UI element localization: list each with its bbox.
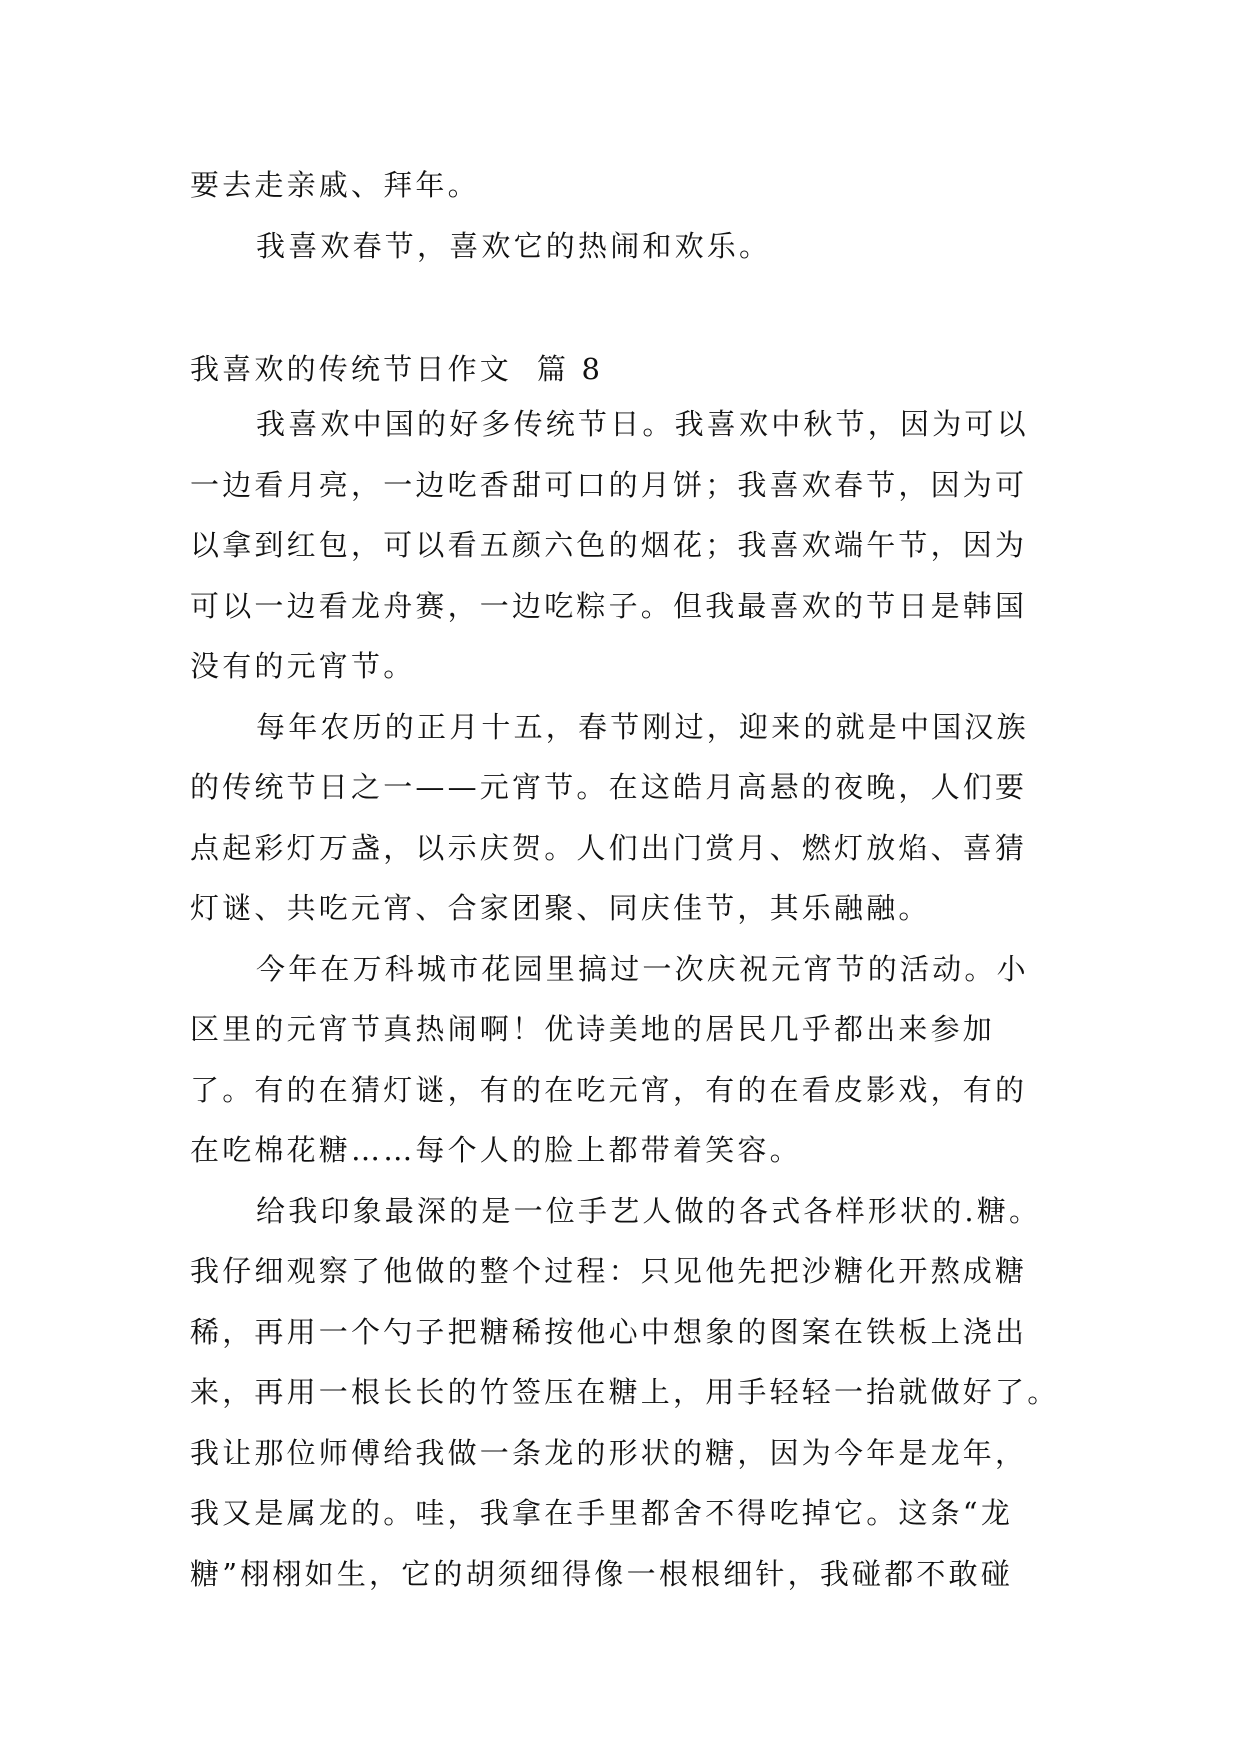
paragraph — [190, 155, 1056, 216]
text-line: 我让那位师傅给我做一条龙的形状的糖，因为今年是龙年， — [190, 1435, 1028, 1470]
text-line: 了。有的在猜灯谜，有的在吃元宵，有的在看皮影戏，有的 — [190, 1072, 1028, 1107]
section-body — [190, 394, 1060, 1604]
text-line: 今年在万科城市花园里搞过一次庆祝元宵节的活动。小 — [256, 951, 1029, 986]
text-line: 稀，再用一个勺子把糖稀按他心中想象的图案在铁板上浇出 — [190, 1314, 1028, 1349]
text-line: 点起彩灯万盏，以示庆贺。人们出门赏月、燃灯放焰、喜猜 — [190, 830, 1028, 865]
text-line: 我又是属龙的。哇，我拿在手里都舍不得吃掉它。这条“龙 — [190, 1496, 1014, 1530]
text-line: 在吃棉花糖……每个人的脸上都带着笑容。 — [190, 1133, 802, 1167]
section-title: 我喜欢的传统节日作文 篇 8 — [190, 352, 604, 386]
text-line: 没有的元宵节。 — [190, 649, 416, 683]
text-line: 我喜欢春节，喜欢它的热闹和欢乐。 — [256, 228, 772, 263]
paragraph-4 — [190, 1181, 1060, 1605]
text-line: 灯谜、共吃元宵、合家团聚、同庆佳节，其乐融融。 — [190, 891, 931, 925]
text-line: 来，再用一根长长的竹签压在糖上，用手轻轻一抬就做好了。 — [190, 1375, 1060, 1409]
text-line: 每年农历的正月十五，春节刚过，迎来的就是中国汉族 — [256, 709, 1029, 744]
previous-section-ending — [190, 155, 1056, 276]
paragraph-3 — [190, 939, 1056, 1181]
text-line: 可以一边看龙舟赛，一边吃粽子。但我最喜欢的节日是韩国 — [190, 588, 1028, 623]
paragraph-1 — [190, 394, 1056, 697]
text-line: 一边看月亮，一边吃香甜可口的月饼；我喜欢春节，因为可 — [190, 467, 1028, 502]
text-line: 要去走亲戚、拜年。 — [190, 168, 480, 202]
section-heading — [190, 339, 1056, 400]
text-line: 给我印象最深的是一位手艺人做的各式各样形状的.糖。 — [256, 1193, 1042, 1228]
paragraph-2 — [190, 697, 1056, 939]
text-line: 以拿到红包，可以看五颜六色的烟花；我喜欢端午节，因为 — [190, 528, 1028, 562]
paragraph — [190, 216, 1056, 277]
text-line: 我仔细观察了他做的整个过程：只见他先把沙糖化开熬成糖 — [190, 1254, 1028, 1288]
text-line: 我喜欢中国的好多传统节日。我喜欢中秋节，因为可以 — [256, 407, 1029, 441]
text-line: 糖”栩栩如生，它的胡须细得像一根根细针，我碰都不敢碰 — [190, 1556, 1014, 1591]
text-line: 的传统节日之一——元宵节。在这皓月高悬的夜晚，人们要 — [190, 770, 1028, 804]
text-line: 区里的元宵节真热闹啊！优诗美地的居民几乎都出来参加 — [190, 1012, 996, 1046]
